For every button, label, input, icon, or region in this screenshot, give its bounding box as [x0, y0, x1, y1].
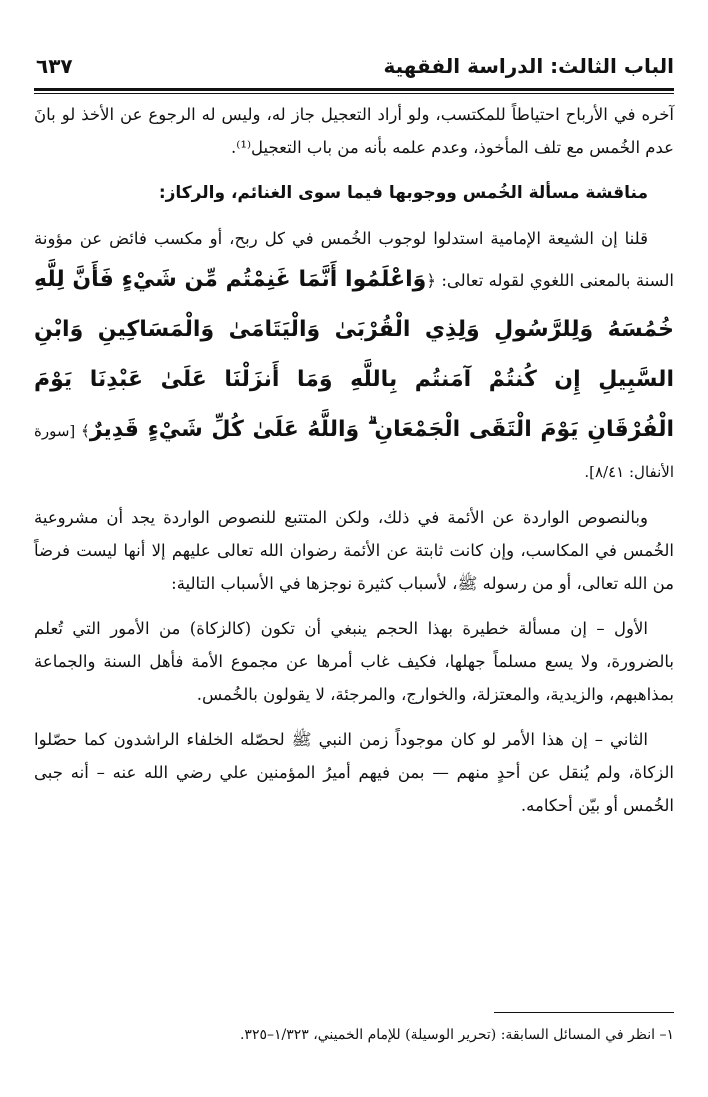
page-number: ٦٣٧ [36, 54, 73, 78]
page-header [34, 42, 674, 86]
paragraph-argument [34, 222, 674, 489]
paragraph-continuation: آخره في الأرباح احتياطاً للمكتسب، ولو أراد التعجيل جاز له، وليس له الرجوع عن الأخذ لو بانَ عدم الخُمس مع تلف المأخوذ، وعدم علمه بأنه من باب التعجيل⁽¹⁾. [34, 105, 674, 157]
paragraph-second-reason: الثاني – إن هذا الأمر لو كان موجوداً زمن النبي ﷺ لحصّله الخلفاء الراشدون كما حصّلوا الزكاة، ولم يُنقل عن أحدٍ منهم — بمن فيهم أميرُ المؤمنين علي رضي الله عنه – أنه جبى الخُمس أو بيّن أحكامه. [34, 730, 674, 815]
footnote: ١– انظر في المسائل السابقة: (تحرير الوسيلة) للإمام الخميني، ١/٣٢٣–٣٢٥. [239, 1027, 674, 1043]
header-rule-thick [34, 88, 674, 91]
page-body [34, 98, 674, 834]
paragraph-texts: وبالنصوص الواردة عن الأئمة في ذلك، ولكن المتتبع للنصوص الواردة يجد أن مشروعية الخُمس في المكاسب، وإن كانت ثابتة عن الأئمة رضوان الله تعالى عليهم إلا أنها ليست فرضاً من الله تعالى، أو من رسوله ﷺ، لأسباب كثيرة نوجزها في الأسباب التالية: [34, 508, 674, 593]
section-heading: مناقشة مسألة الخُمس ووجوبها فيما سوى الغنائم، والركاز: [158, 183, 648, 203]
quran-verse: وَاعْلَمُوا أَنَّمَا غَنِمْتُم مِّن شَيْءٍ فَأَنَّ لِلَّهِ خُمُسَهُ وَلِلرَّسُولِ وَلِذِي الْقُرْبَىٰ وَالْيَتَامَىٰ وَالْمَسَاكِينِ وَابْنِ السَّبِيلِ إِن كُنتُمْ آمَنتُم بِاللَّهِ وَمَا أَنزَلْنَا عَلَىٰ عَبْدِنَا يَوْمَ الْفُرْقَانِ يَوْمَ الْتَقَى الْجَمْعَانِ ۗ وَاللَّهُ عَلَىٰ كُلِّ شَيْءٍ قَدِيرٌ [34, 267, 674, 442]
paragraph-argument-intro: قلنا إن الشيعة الإمامية استدلوا لوجوب الخُمس في كل ربح، أو مكسب فائض عن مؤونة السنة بالمعنى اللغوي لقوله تعالى: ﴿ [34, 229, 675, 290]
chapter-title: الباب الثالث: الدراسة الفقهية [383, 54, 674, 78]
paragraph-first-reason: الأول – إن مسألة خطيرة بهذا الحجم ينبغي أن تكون (كالزكاة) من الأمور التي تُعلم بالضرورة، ولا يسع مسلماً جهلها، فكيف غاب أمرها عن مجموع الأمة فأهل السنة والجماعة بمذاهبهم، والزيدية، والمعتزلة، والخوارج، والمرجئة، لا يقولون بالخُمس. [34, 619, 674, 704]
footnote-divider [494, 1012, 674, 1013]
header-rule-thin [34, 93, 674, 94]
verse-citation: ﴾ [سورة الأنفال: ٨/٤١]. [34, 422, 674, 481]
